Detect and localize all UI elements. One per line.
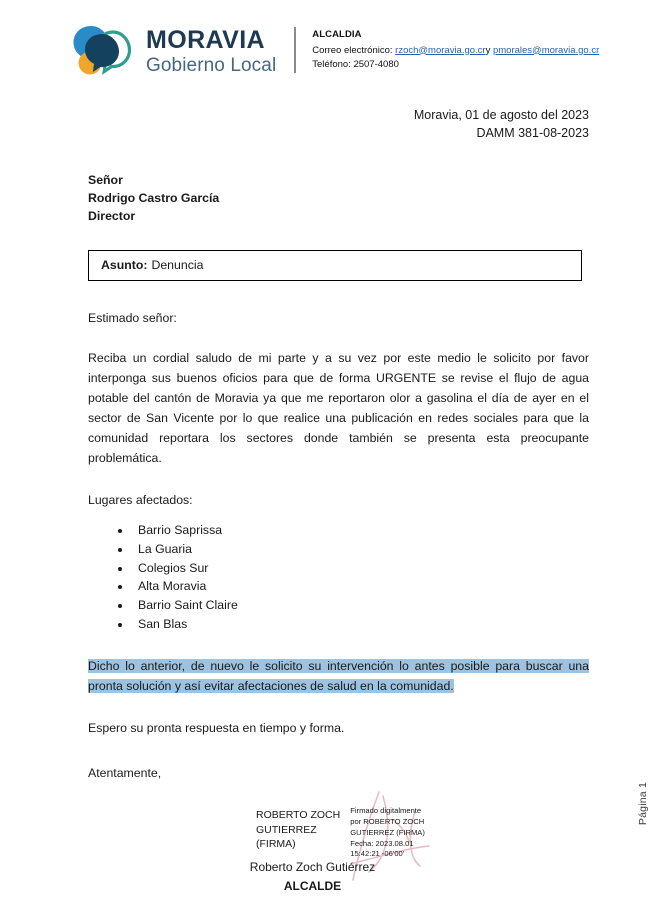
closing-paragraph: Espero su pronta respuesta en tiempo y forma. xyxy=(88,721,345,736)
list-item: • Colegios Sur xyxy=(132,559,589,578)
recipient-block xyxy=(88,172,589,225)
subject-box xyxy=(88,250,582,281)
highlighted-text: Dicho lo anterior, de nuevo le solicito su intervención lo antes posible para buscar una pronta solución y así evitar afectaciones de salud en la comunidad. xyxy=(88,659,589,694)
recipient-salutation: Señor xyxy=(88,173,123,188)
signer-block xyxy=(88,858,589,895)
phone-line: Teléfono: 2507-4080 xyxy=(312,59,399,71)
letterhead xyxy=(0,0,661,78)
recipient-position: Director xyxy=(88,208,136,223)
subject-value: Denuncia xyxy=(151,257,204,272)
stamp-name-line: ROBERTO ZOCH xyxy=(256,809,341,822)
reference-number: DAMM 381-08-2023 xyxy=(476,126,589,141)
stamp-name-line: (FIRMA) xyxy=(256,838,296,851)
logo-tagline-text: Gobierno Local xyxy=(146,54,277,76)
letterhead-contact-block xyxy=(312,27,599,73)
signer-role: ALCALDE xyxy=(283,879,342,894)
digital-signature-stamp xyxy=(256,806,425,860)
email-label: Correo electrónico: xyxy=(312,44,393,56)
logo-brand-text: MORAVIA xyxy=(146,25,265,54)
letterhead-divider xyxy=(294,27,296,73)
list-item: • San Blas xyxy=(132,615,589,634)
recipient-name: Rodrigo Castro García xyxy=(88,191,220,206)
stamp-meta-line: GUTIERREZ (FIRMA) xyxy=(350,827,425,837)
email-line xyxy=(312,44,599,59)
stamp-meta-line: 15:42:21 -06'00' xyxy=(350,849,405,859)
greeting-line: Estimado señor: xyxy=(88,310,177,325)
logo-wordmark xyxy=(146,26,276,75)
stamp-meta-line: Firmado digitalmente xyxy=(350,806,422,816)
signature-stamp-name xyxy=(256,806,340,851)
list-item: • Barrio Saint Claire xyxy=(132,596,589,615)
subject-label: Asunto: xyxy=(101,257,148,272)
signature-stamp-metadata xyxy=(350,806,425,860)
signature-area xyxy=(88,796,589,900)
stamp-meta-line: por ROBERTO ZOCH xyxy=(350,816,425,826)
document-body xyxy=(0,172,661,900)
stamp-meta-line: Fecha: 2023.08.01 xyxy=(350,838,414,848)
email-link-rzoch[interactable]: rzoch@moravia.go.cr xyxy=(395,44,486,56)
email-link-pmorales[interactable]: pmorales@moravia.go.cr xyxy=(492,44,600,56)
body-paragraph-1: Reciba un cordial saludo de mi parte y a su vez por este medio le solicito por favor interponga sus buenos oficios para que de forma URGENTE se revise el flujo de agua potable del cantón de Moravia ya que me reportaron olor a gasolina el día de ayer en el sector de San Vicente por lo que realice una publicación en redes sociales para que la comunidad reportara los sectores donde también se presenta esta preocupante problemática. xyxy=(88,351,589,465)
place-and-date: Moravia, 01 de agosto del 2023 xyxy=(413,108,589,122)
signer-name: Roberto Zoch Gutiérrez xyxy=(249,860,376,875)
regards-line: Atentamente, xyxy=(88,765,162,780)
date-reference-block xyxy=(0,78,661,142)
list-item: • Alta Moravia xyxy=(132,577,589,596)
list-item: • La Guaria xyxy=(132,540,589,559)
affected-places-list xyxy=(88,521,589,633)
highlighted-paragraph xyxy=(88,657,589,697)
moravia-speech-bubbles-logo-icon xyxy=(72,22,136,78)
affected-places-intro: Lugares afectados: xyxy=(88,492,193,507)
department-label: ALCALDIA xyxy=(312,28,362,40)
email-conjunction: y xyxy=(485,44,491,56)
list-item: • Barrio Saprissa xyxy=(132,521,589,540)
stamp-name-line: GUTIERREZ xyxy=(256,823,317,836)
page-number-marker: Página 1 xyxy=(637,782,649,826)
